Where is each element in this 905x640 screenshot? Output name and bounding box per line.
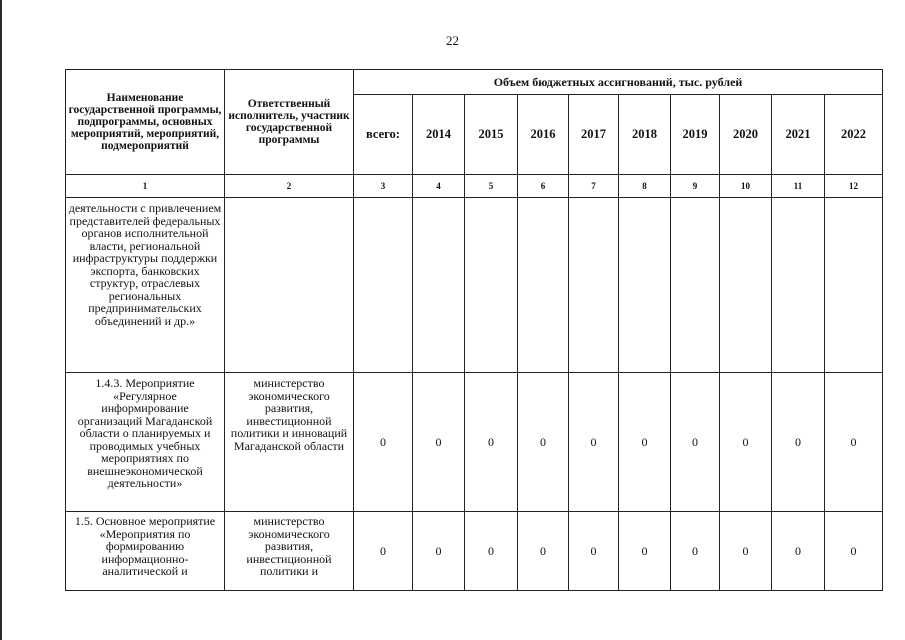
row-value: 0 (518, 512, 569, 591)
row-value (671, 198, 720, 373)
row-value: 0 (569, 512, 619, 591)
column-number: 9 (671, 175, 720, 198)
header-total: всего: (354, 95, 413, 175)
row-value: 0 (354, 512, 413, 591)
page-number: 22 (446, 33, 459, 48)
table-row (66, 198, 883, 373)
row-value: 0 (413, 373, 465, 512)
column-number: 3 (354, 175, 413, 198)
column-number: 5 (465, 175, 518, 198)
header-year: 2019 (671, 95, 720, 175)
row-value (465, 198, 518, 373)
row-value: 0 (772, 512, 825, 591)
header-year: 2020 (720, 95, 772, 175)
header-budget-volume: Объем бюджетных ассигнований, тыс. рублей (354, 70, 883, 95)
row-value: 0 (671, 373, 720, 512)
row-value: 0 (772, 373, 825, 512)
row-value: 0 (518, 373, 569, 512)
row-value: 0 (569, 373, 619, 512)
row-responsible: министерство экономического развития, инвестиционной политики и (225, 512, 354, 591)
header-year: 2016 (518, 95, 569, 175)
row-responsible (225, 198, 354, 373)
header-year: 2014 (413, 95, 465, 175)
column-number: 10 (720, 175, 772, 198)
row-value (825, 198, 883, 373)
header-year: 2017 (569, 95, 619, 175)
table-row (66, 373, 883, 512)
row-value: 0 (720, 373, 772, 512)
column-number: 8 (619, 175, 671, 198)
column-number: 12 (825, 175, 883, 198)
row-value (619, 198, 671, 373)
row-value (772, 198, 825, 373)
row-value (413, 198, 465, 373)
header-year: 2022 (825, 95, 883, 175)
row-value (720, 198, 772, 373)
budget-table (65, 69, 883, 591)
row-value (569, 198, 619, 373)
row-name: 1.5. Основное мероприятие «Мероприятия по формированию информационно-аналитической и (66, 512, 225, 591)
row-value: 0 (825, 373, 883, 512)
page-left-edge (0, 0, 2, 640)
row-value: 0 (671, 512, 720, 591)
column-number-row (66, 175, 883, 198)
row-value: 0 (465, 373, 518, 512)
row-value: 0 (825, 512, 883, 591)
table-row (66, 512, 883, 591)
column-number: 6 (518, 175, 569, 198)
row-name: деятельности с привлечением представителей федеральных органов исполнительной власти, региональной инфраструктуры поддержки экспорта, банковских структур, отраслевых региональных предпринимательских объединений и др.» (66, 198, 225, 373)
row-value: 0 (354, 373, 413, 512)
column-number: 4 (413, 175, 465, 198)
column-number: 2 (225, 175, 354, 198)
header-year: 2015 (465, 95, 518, 175)
row-value: 0 (720, 512, 772, 591)
row-value: 0 (619, 373, 671, 512)
header-responsible: Ответственный исполнитель, участник государственной программы (225, 70, 354, 175)
header-year: 2018 (619, 95, 671, 175)
column-number: 7 (569, 175, 619, 198)
header-year: 2021 (772, 95, 825, 175)
header-name: Наименование государственной программы, подпрограммы, основных мероприятий, мероприятий, подмероприятий (66, 70, 225, 175)
column-number: 11 (772, 175, 825, 198)
row-name: 1.4.3. Мероприятие «Регулярное информирование организаций Магаданской области о планируемых и проводимых учебных мероприятиях по внешнеэкономической деятельности» (66, 373, 225, 512)
row-value: 0 (413, 512, 465, 591)
row-responsible: министерство экономического развития, инвестиционной политики и инноваций Магаданской области (225, 373, 354, 512)
row-value (518, 198, 569, 373)
row-value (354, 198, 413, 373)
row-value: 0 (619, 512, 671, 591)
column-number: 1 (66, 175, 225, 198)
row-value: 0 (465, 512, 518, 591)
